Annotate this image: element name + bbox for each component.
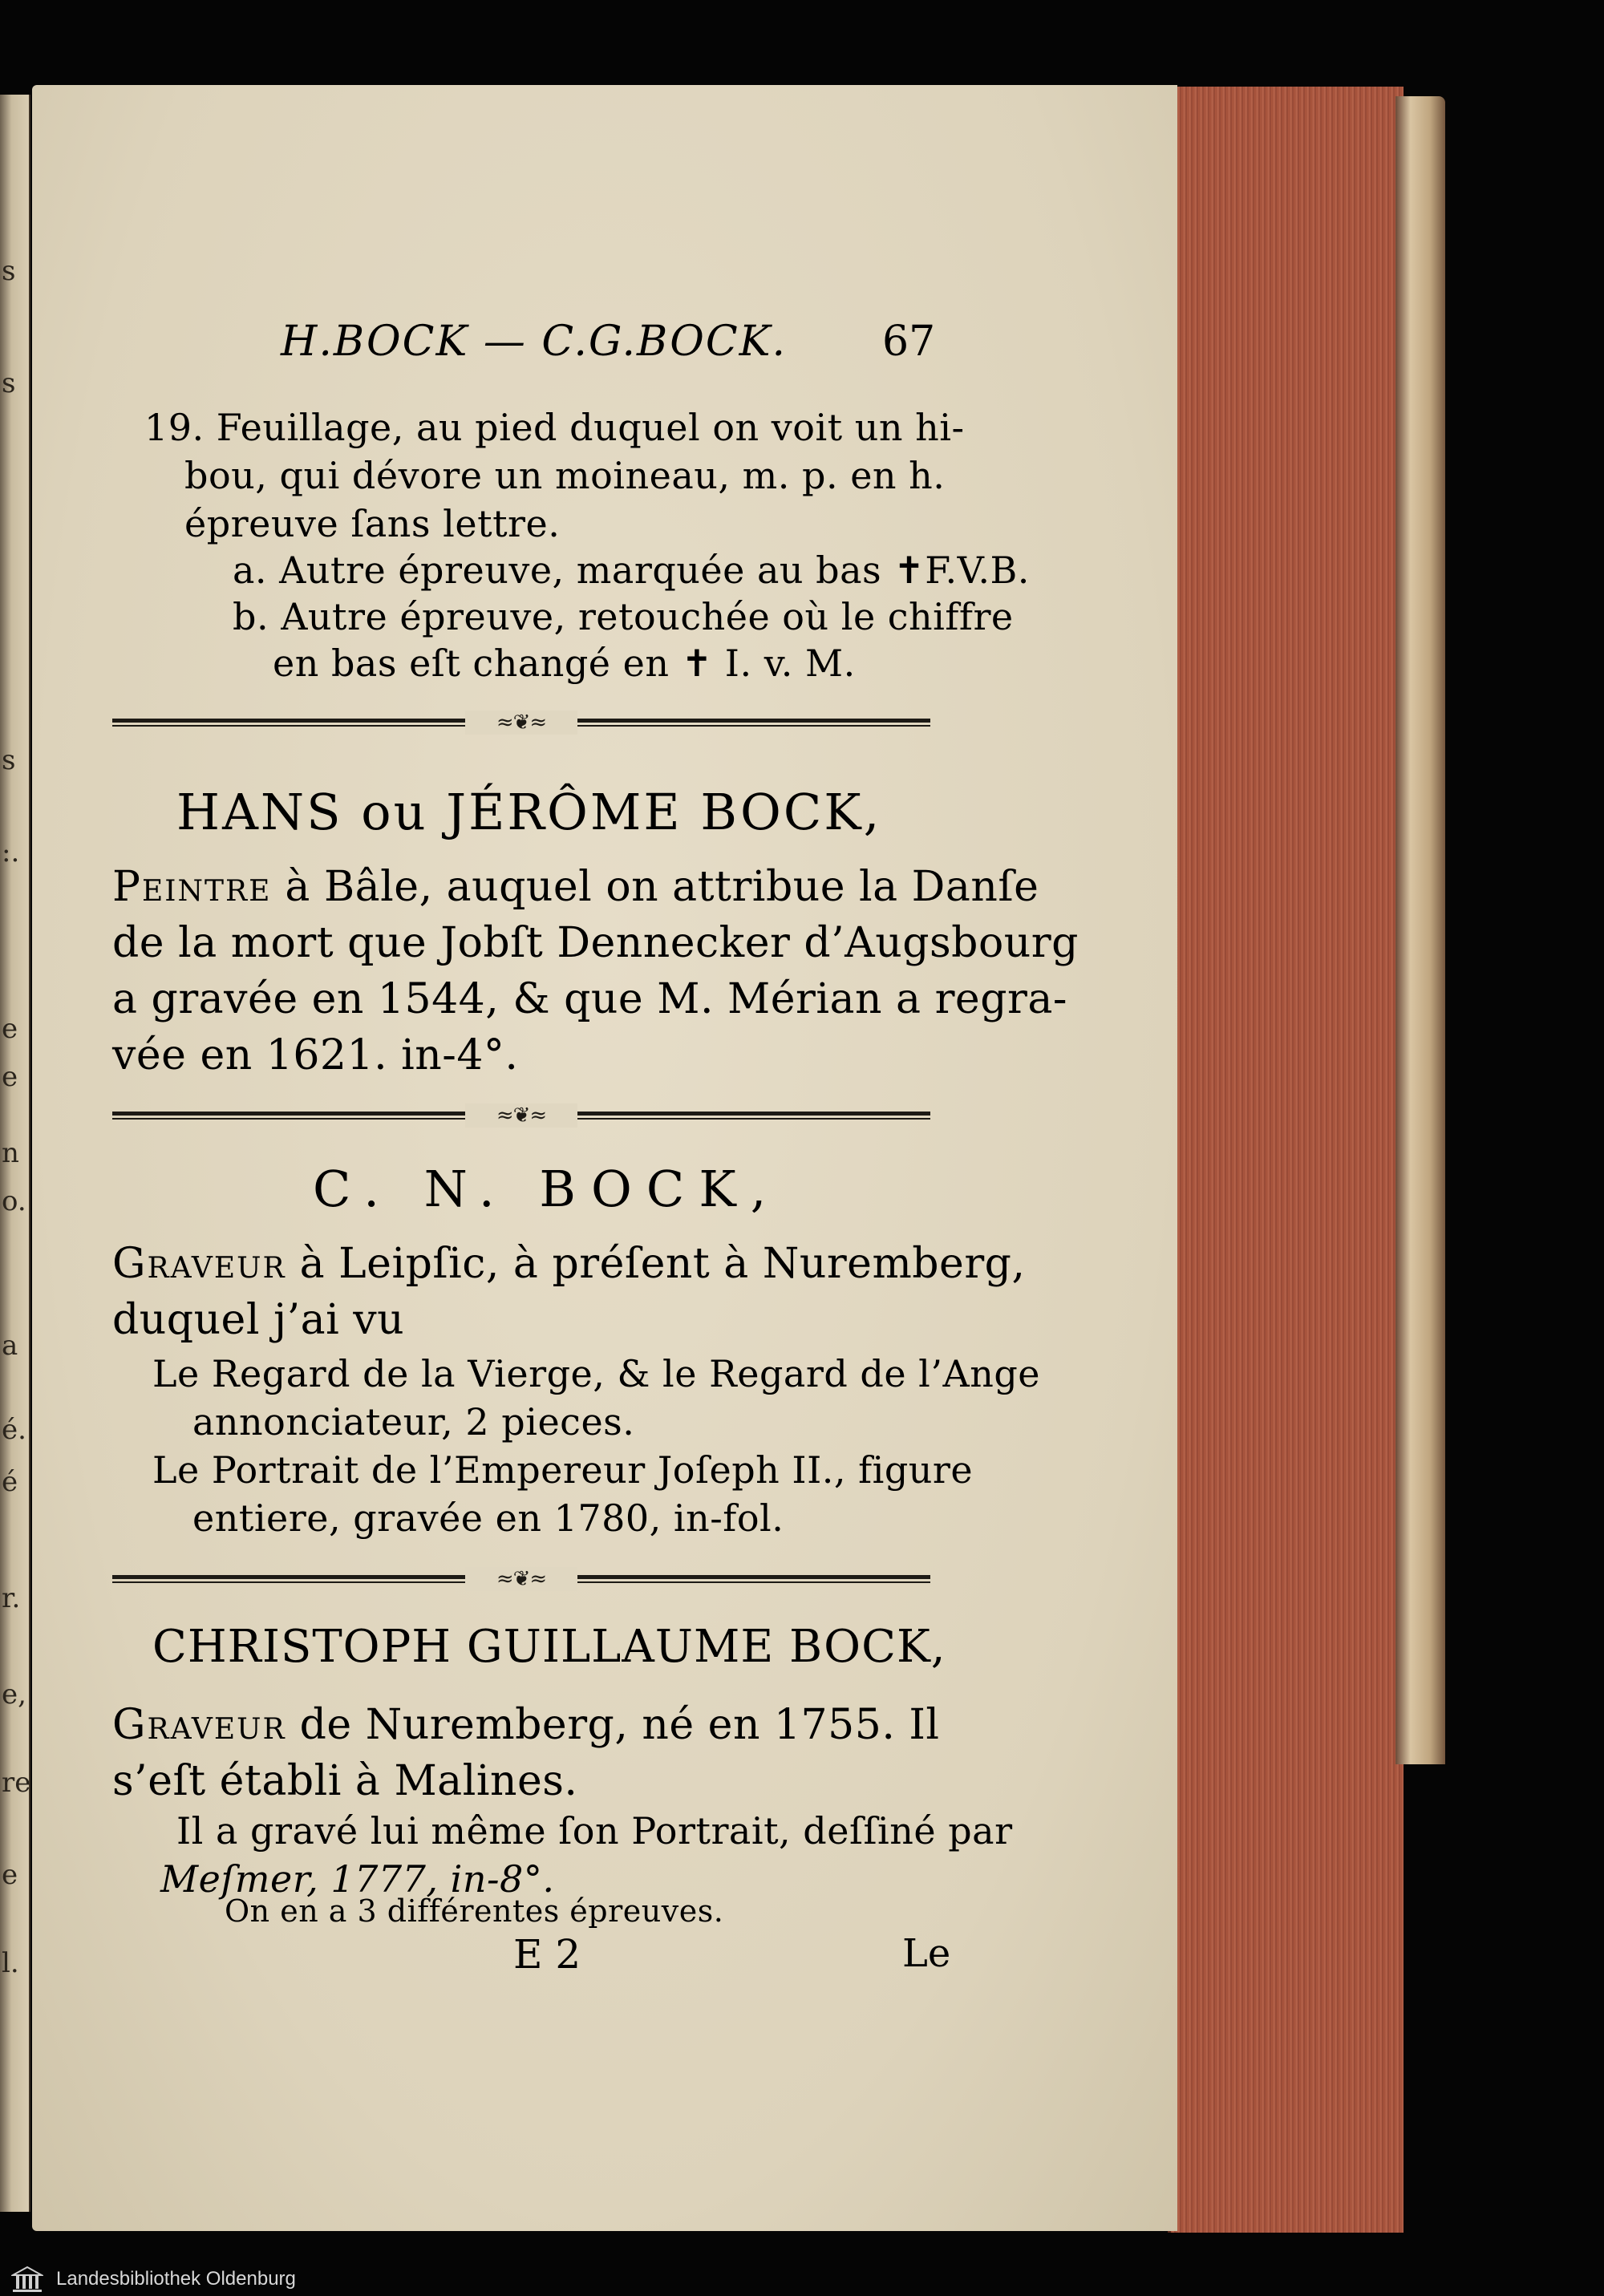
entry19-line2: bou, qui dévore un moineau, m. p. en h. [184,454,946,497]
section2-line5: Le Portrait de l’Empereur Joſeph II., figure [152,1448,974,1492]
section2-line3: Le Regard de la Vierge, & le Regard de l’Ange [152,1352,1041,1395]
margin-glyph: é [2,1466,18,1498]
ornament-flourish-icon: ≈❦≈ [465,1103,577,1128]
section1-line3: a gravée en 1544, & que M. Mérian a regra- [112,975,1067,1023]
margin-glyph: r. [2,1582,21,1614]
margin-glyph: e [2,1859,18,1891]
section3-lead: Graveur [112,1701,286,1749]
section3-line1-text: de Nuremberg, né en 1755. Il [286,1701,940,1749]
ornamental-rule [112,1567,930,1591]
section-heading-hans-bock: HANS ou JÉRÔME BOCK, [176,783,882,841]
entry19-line6: en bas eſt changé en ✝ I. v. M. [273,642,856,685]
page-number: 67 [882,318,936,366]
margin-glyph: n [2,1137,19,1169]
ornamental-rule [112,1103,930,1128]
margin-glyph: :. [2,836,20,869]
section-heading-cn-bock: C. N. BOCK, [313,1160,781,1218]
section2-lead: Graveur [112,1240,286,1288]
section1-lead: Peintre [112,863,272,911]
library-building-icon [11,2266,43,2293]
section2-line1-text: à Leipſic, à préſent à Nuremberg, [286,1240,1026,1288]
library-credit: Landesbibliothek Oldenburg [56,2268,296,2290]
margin-glyph: é. [2,1414,26,1446]
left-page-edge [0,95,30,2212]
book-fore-edge [1168,87,1404,2233]
margin-glyph: e [2,1013,18,1045]
section3-line1 [112,1701,940,1749]
margin-glyph: l. [2,1947,19,1979]
section1-line4: vée en 1621. in-4°. [112,1031,519,1079]
section1-line1-text: à Bâle, auquel on attribue la Danſe [271,863,1039,911]
margin-glyph: s [2,255,16,287]
book-cover-edge [1395,96,1445,1764]
entry19-line1: 19. Feuillage, au pied duquel on voit un hi- [144,406,965,449]
margin-glyph: e [2,1061,18,1093]
section2-line4: annonciateur, 2 pieces. [192,1400,635,1444]
section1-line2: de la mort que Jobſt Dennecker d’Augsbourg [112,919,1079,967]
margin-glyph: a [2,1330,18,1362]
ornamental-rule [112,711,930,735]
section2-line6: entiere, gravée en 1780, in-fol. [192,1496,784,1540]
ornament-flourish-icon: ≈❦≈ [465,1567,577,1591]
section-heading-christoph-bock: CHRISTOPH GUILLAUME BOCK, [152,1621,946,1673]
margin-glyph: re [2,1767,31,1799]
entry19-line4: a. Autre épreuve, marquée au bas ✝F.V.B. [233,549,1030,592]
margin-glyph: o. [2,1185,26,1217]
printer-signature: E 2 [513,1931,581,1978]
book-page [32,85,1177,2231]
section3-line2: s’eſt établi à Malines. [112,1757,578,1805]
margin-glyph: s [2,744,16,776]
entry19-line3: épreuve ſans lettre. [184,502,561,545]
running-head: H.BOCK — C.G.BOCK. [281,318,788,366]
entry19-line5: b. Autre épreuve, retouchée où le chiffre [233,595,1014,638]
section1-line1 [112,863,1039,911]
section3-line5: On en a 3 différentes épreuves. [225,1893,724,1929]
section2-line1 [112,1240,1026,1288]
section2-line2: duquel j’ai vu [112,1296,405,1344]
ornament-flourish-icon: ≈❦≈ [465,711,577,735]
catchword: Le [902,1931,951,1976]
section3-line3: Il a gravé lui même ſon Portrait, deſſiné par [176,1809,1013,1853]
section3-line4: Meſmer, 1777, in-8°. [160,1857,555,1901]
margin-glyph: s [2,367,16,399]
margin-glyph: e, [2,1678,26,1711]
